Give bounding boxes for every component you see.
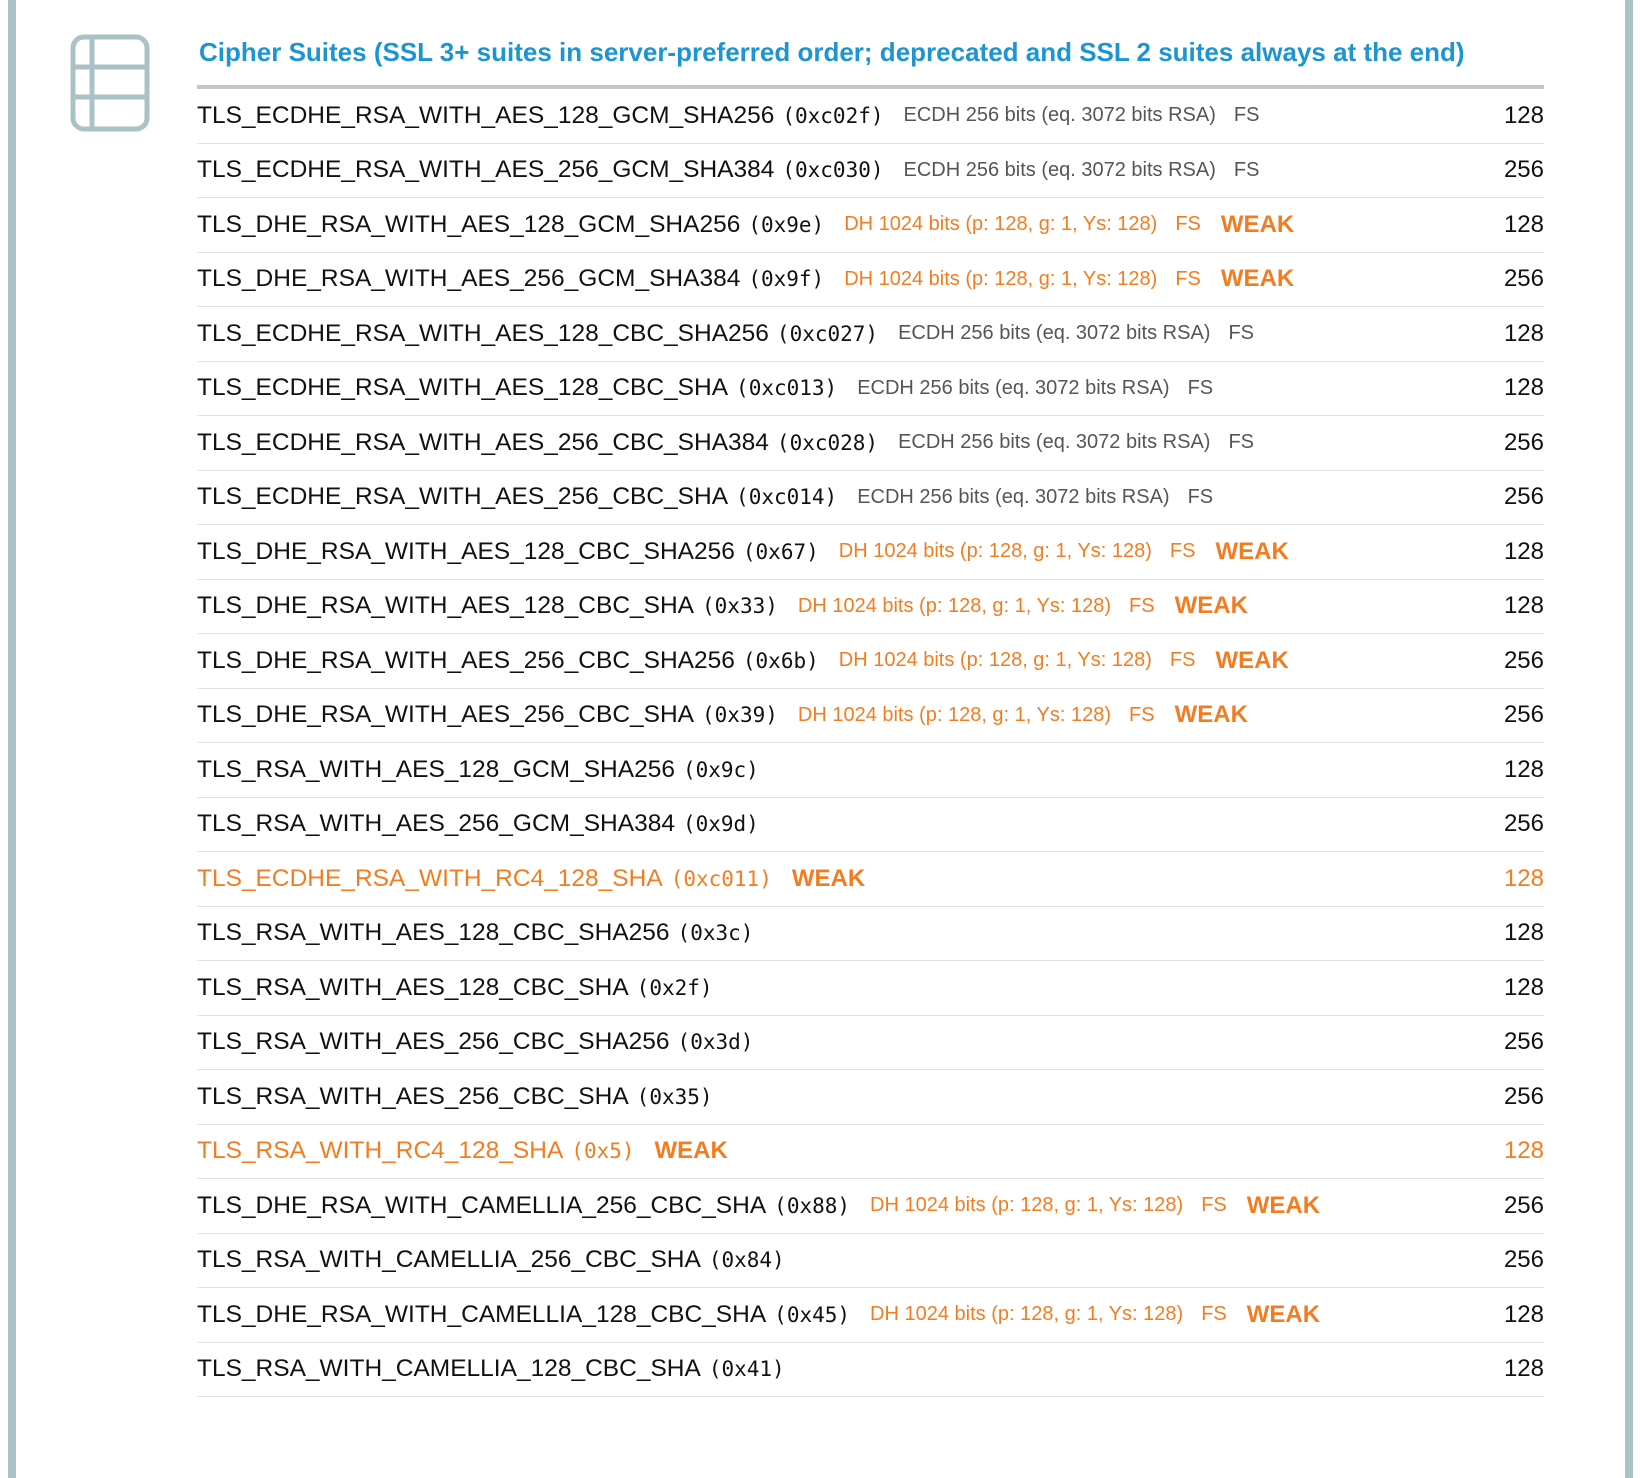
cipher-suite-name: TLS_RSA_WITH_AES_256_CBC_SHA: [197, 1082, 629, 1110]
key-strength-bits: 128: [1503, 101, 1544, 129]
cipher-suite-code: (0x9e): [748, 212, 825, 237]
key-exchange-info: ECDH 256 bits (eq. 3072 bits RSA): [903, 158, 1216, 181]
page-frame-right: [1625, 0, 1633, 1478]
cipher-suite-row: [197, 1288, 1544, 1343]
cipher-suite-name: TLS_ECDHE_RSA_WITH_AES_256_GCM_SHA384: [197, 156, 775, 184]
cipher-suite-code: (0x67): [742, 539, 819, 564]
cipher-suite-name: TLS_DHE_RSA_WITH_AES_128_CBC_SHA256: [197, 537, 735, 565]
cipher-suite-name: TLS_ECDHE_RSA_WITH_AES_256_CBC_SHA: [197, 483, 729, 511]
key-strength-bits: 128: [1503, 864, 1544, 892]
cipher-suite-code: (0xc011): [670, 866, 772, 891]
cipher-suite-code: (0x35): [636, 1084, 713, 1109]
key-strength-bits: 128: [1503, 973, 1544, 1001]
cipher-suite-name: TLS_RSA_WITH_AES_128_CBC_SHA: [197, 973, 629, 1001]
key-strength-bits: 256: [1503, 1028, 1544, 1056]
key-exchange-info: ECDH 256 bits (eq. 3072 bits RSA): [898, 322, 1211, 345]
cipher-suite-row: [197, 1016, 1544, 1071]
key-strength-bits: 128: [1503, 1355, 1544, 1383]
key-strength-bits: 256: [1503, 1246, 1544, 1274]
forward-secrecy-badge: FS: [1175, 213, 1201, 236]
cipher-suite-row: [197, 1234, 1544, 1289]
forward-secrecy-badge: FS: [1233, 158, 1260, 181]
cipher-suite-name: TLS_DHE_RSA_WITH_CAMELLIA_128_CBC_SHA: [197, 1300, 767, 1328]
key-exchange-info: DH 1024 bits (p: 128, g: 1, Ys: 128): [797, 594, 1112, 617]
key-strength-bits: 256: [1503, 701, 1544, 729]
cipher-suite-name: TLS_DHE_RSA_WITH_AES_128_GCM_SHA256: [197, 210, 741, 238]
weak-badge: WEAK: [1246, 1300, 1321, 1328]
cipher-suite-code: (0xc014): [736, 485, 838, 510]
key-strength-bits: 256: [1503, 810, 1544, 838]
cipher-suite-code: (0x3c): [677, 921, 754, 946]
weak-badge: WEAK: [1215, 537, 1289, 565]
key-exchange-info: DH 1024 bits (p: 128, g: 1, Ys: 128): [844, 267, 1158, 290]
cipher-suite-code: (0x2f): [636, 975, 713, 1000]
key-exchange-info: DH 1024 bits (p: 128, g: 1, Ys: 128): [838, 540, 1152, 563]
cipher-suite-code: (0x9d): [682, 812, 759, 837]
key-exchange-info: ECDH 256 bits (eq. 3072 bits RSA): [903, 104, 1216, 127]
forward-secrecy-badge: FS: [1175, 267, 1201, 290]
cipher-suite-code: (0x45): [774, 1302, 851, 1327]
cipher-suite-name: TLS_ECDHE_RSA_WITH_AES_128_CBC_SHA: [197, 374, 729, 402]
weak-badge: WEAK: [1220, 210, 1295, 238]
forward-secrecy-badge: FS: [1169, 649, 1196, 672]
forward-secrecy-badge: FS: [1187, 376, 1214, 399]
key-strength-bits: 128: [1503, 374, 1544, 402]
cipher-suite-code: (0xc030): [782, 158, 884, 183]
cipher-suite-code: (0xc013): [736, 376, 838, 401]
cipher-suite-name: TLS_RSA_WITH_AES_256_GCM_SHA384: [197, 810, 675, 838]
cipher-suite-name: TLS_ECDHE_RSA_WITH_RC4_128_SHA: [197, 864, 663, 892]
weak-badge: WEAK: [1246, 1191, 1321, 1219]
weak-badge: WEAK: [1174, 592, 1248, 620]
key-strength-bits: 128: [1503, 1137, 1544, 1165]
cipher-suite-name: TLS_DHE_RSA_WITH_AES_256_CBC_SHA256: [197, 646, 735, 674]
cipher-suite-code: (0x84): [708, 1248, 785, 1273]
key-exchange-info: ECDH 256 bits (eq. 3072 bits RSA): [857, 485, 1170, 508]
cipher-suite-name: TLS_RSA_WITH_AES_256_CBC_SHA256: [197, 1028, 670, 1056]
cipher-suite-row: [197, 525, 1544, 580]
forward-secrecy-badge: FS: [1187, 485, 1214, 508]
cipher-suite-row: [197, 961, 1544, 1016]
forward-secrecy-badge: FS: [1129, 703, 1155, 726]
cipher-suite-row: [197, 89, 1544, 144]
cipher-suite-name: TLS_RSA_WITH_AES_128_CBC_SHA256: [197, 919, 670, 947]
key-strength-bits: 256: [1503, 156, 1544, 184]
key-exchange-info: DH 1024 bits (p: 128, g: 1, Ys: 128): [844, 213, 1158, 236]
weak-badge: WEAK: [1215, 646, 1289, 674]
cipher-suite-code: (0x6b): [742, 648, 819, 673]
cipher-suite-name: TLS_ECDHE_RSA_WITH_AES_128_CBC_SHA256: [197, 319, 769, 347]
server-rack-icon: [70, 34, 150, 132]
cipher-suite-row: [197, 580, 1544, 635]
cipher-suite-list: [197, 89, 1544, 1397]
cipher-suite-row: [197, 852, 1544, 907]
weak-badge: WEAK: [791, 864, 866, 892]
cipher-suite-row: [197, 798, 1544, 853]
key-strength-bits: 128: [1503, 210, 1544, 238]
forward-secrecy-badge: FS: [1169, 540, 1196, 563]
cipher-suite-row: [197, 1125, 1544, 1180]
cipher-suite-code: (0xc02f): [782, 103, 884, 128]
key-strength-bits: 128: [1503, 319, 1544, 347]
cipher-suite-row: [197, 1179, 1544, 1234]
forward-secrecy-badge: FS: [1201, 1303, 1227, 1326]
cipher-suite-row: [197, 471, 1544, 526]
cipher-suite-row: [197, 1070, 1544, 1125]
cipher-suite-name: TLS_RSA_WITH_RC4_128_SHA: [197, 1137, 564, 1165]
key-strength-bits: 128: [1503, 919, 1544, 947]
key-strength-bits: 256: [1503, 1191, 1544, 1219]
key-exchange-info: DH 1024 bits (p: 128, g: 1, Ys: 128): [870, 1303, 1184, 1326]
key-strength-bits: 128: [1503, 537, 1544, 565]
cipher-suite-row: [197, 907, 1544, 962]
cipher-suite-code: (0x9c): [682, 757, 759, 782]
cipher-suite-code: (0x39): [702, 703, 778, 728]
cipher-suite-name: TLS_DHE_RSA_WITH_AES_256_CBC_SHA: [197, 701, 695, 729]
cipher-suite-code: (0xc028): [776, 430, 879, 455]
cipher-suite-row: [197, 1343, 1544, 1398]
cipher-suite-code: (0x88): [774, 1193, 851, 1218]
page-frame-left: [8, 0, 16, 1478]
key-exchange-info: DH 1024 bits (p: 128, g: 1, Ys: 128): [797, 703, 1112, 726]
key-strength-bits: 128: [1503, 1300, 1544, 1328]
cipher-suite-row: [197, 689, 1544, 744]
cipher-suite-code: (0x9f): [748, 267, 825, 292]
cipher-suite-row: [197, 144, 1544, 199]
cipher-suite-code: (0x5): [571, 1139, 635, 1164]
forward-secrecy-badge: FS: [1201, 1194, 1227, 1217]
cipher-suite-name: TLS_ECDHE_RSA_WITH_AES_128_GCM_SHA256: [197, 101, 775, 129]
key-strength-bits: 128: [1503, 592, 1544, 620]
cipher-suite-row: [197, 634, 1544, 689]
key-strength-bits: 256: [1503, 483, 1544, 511]
key-strength-bits: 256: [1503, 428, 1544, 456]
key-exchange-info: DH 1024 bits (p: 128, g: 1, Ys: 128): [838, 649, 1152, 672]
cipher-suite-code: (0xc027): [776, 321, 879, 346]
weak-badge: WEAK: [1174, 701, 1248, 729]
forward-secrecy-badge: FS: [1228, 431, 1255, 454]
forward-secrecy-badge: FS: [1233, 104, 1260, 127]
key-strength-bits: 256: [1503, 265, 1544, 293]
cipher-suite-name: TLS_DHE_RSA_WITH_AES_128_CBC_SHA: [197, 592, 695, 620]
cipher-suite-name: TLS_DHE_RSA_WITH_AES_256_GCM_SHA384: [197, 265, 741, 293]
cipher-suite-code: (0x41): [708, 1357, 785, 1382]
cipher-suite-row: [197, 198, 1544, 253]
key-exchange-info: ECDH 256 bits (eq. 3072 bits RSA): [898, 431, 1211, 454]
key-exchange-info: DH 1024 bits (p: 128, g: 1, Ys: 128): [870, 1194, 1184, 1217]
cipher-suite-name: TLS_RSA_WITH_CAMELLIA_256_CBC_SHA: [197, 1246, 701, 1274]
key-strength-bits: 256: [1503, 646, 1544, 674]
cipher-suite-name: TLS_RSA_WITH_AES_128_GCM_SHA256: [197, 755, 675, 783]
cipher-suite-code: (0x3d): [677, 1030, 754, 1055]
cipher-suite-row: [197, 362, 1544, 417]
forward-secrecy-badge: FS: [1228, 322, 1255, 345]
cipher-suite-row: [197, 416, 1544, 471]
cipher-suite-row: [197, 743, 1544, 798]
cipher-suite-row: [197, 253, 1544, 308]
key-strength-bits: 128: [1503, 755, 1544, 783]
cipher-suite-name: TLS_RSA_WITH_CAMELLIA_128_CBC_SHA: [197, 1355, 701, 1383]
weak-badge: WEAK: [1220, 265, 1295, 293]
cipher-suite-code: (0x33): [702, 594, 778, 619]
forward-secrecy-badge: FS: [1129, 594, 1155, 617]
weak-badge: WEAK: [654, 1137, 728, 1165]
cipher-suite-row: [197, 307, 1544, 362]
cipher-suite-name: TLS_DHE_RSA_WITH_CAMELLIA_256_CBC_SHA: [197, 1191, 767, 1219]
cipher-suite-name: TLS_ECDHE_RSA_WITH_AES_256_CBC_SHA384: [197, 428, 769, 456]
key-exchange-info: ECDH 256 bits (eq. 3072 bits RSA): [857, 376, 1170, 399]
section-title: Cipher Suites (SSL 3+ suites in server-preferred order; deprecated and SSL 2 suites always at the end): [199, 37, 1465, 67]
key-strength-bits: 256: [1503, 1082, 1544, 1110]
